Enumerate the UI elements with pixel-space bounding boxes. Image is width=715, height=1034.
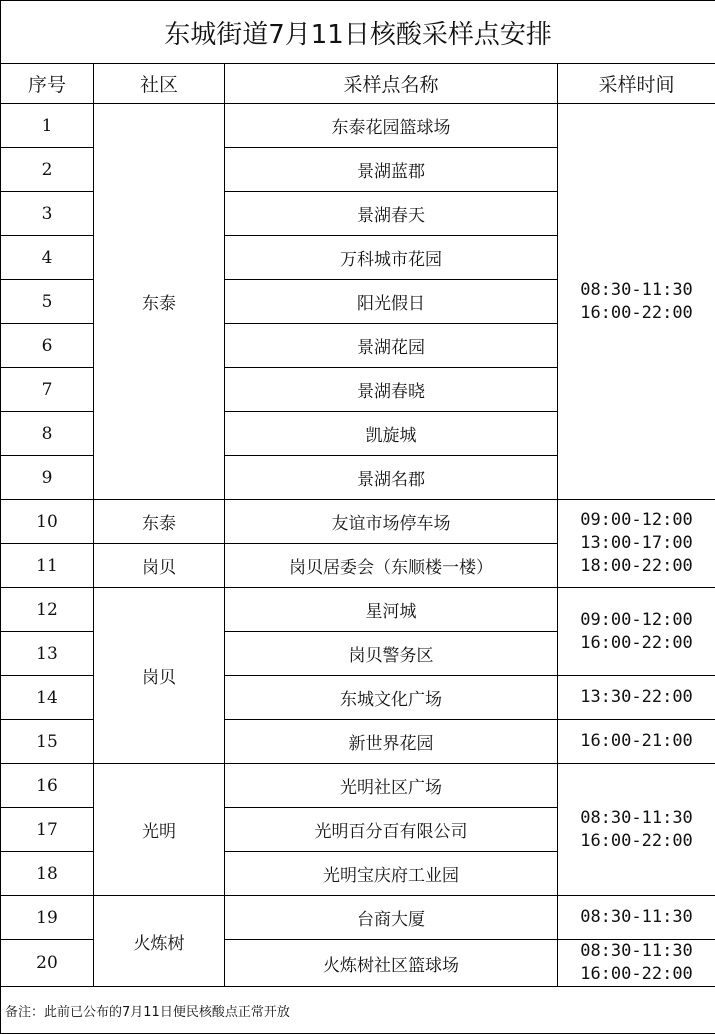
table-row <box>1 104 715 148</box>
table-row <box>1 896 715 940</box>
page-title: 东城街道7月11日核酸采样点安排 <box>1 1 715 64</box>
row-index: 4 <box>1 236 94 280</box>
row-index: 17 <box>1 808 94 852</box>
time-cell: 09:00-12:00 16:00-22:00 <box>558 588 715 676</box>
row-index: 18 <box>1 852 94 896</box>
site-name-cell: 岗贝警务区 <box>225 632 558 676</box>
time-cell: 08:30-11:30 16:00-22:00 <box>558 104 715 500</box>
header-index: 序号 <box>1 64 94 104</box>
site-name-cell: 台商大厦 <box>225 896 558 940</box>
site-name-cell: 东城文化广场 <box>225 676 558 720</box>
table-row <box>1 500 715 544</box>
footnote: 备注：此前已公布的7月11日便民核酸点正常开放 <box>1 987 715 1034</box>
site-name-cell: 阳光假日 <box>225 280 558 324</box>
row-index: 3 <box>1 192 94 236</box>
header-site-name: 采样点名称 <box>225 64 558 104</box>
site-name-cell: 万科城市花园 <box>225 236 558 280</box>
row-index: 14 <box>1 676 94 720</box>
row-index: 10 <box>1 500 94 544</box>
row-index: 9 <box>1 456 94 500</box>
site-name-cell: 景湖春晓 <box>225 368 558 412</box>
row-index: 20 <box>1 940 94 987</box>
time-cell: 08:30-11:30 16:00-22:00 <box>558 940 715 987</box>
row-index: 6 <box>1 324 94 368</box>
site-name-cell: 光明宝庆府工业园 <box>225 852 558 896</box>
site-name-cell: 火炼树社区篮球场 <box>225 940 558 987</box>
row-index: 11 <box>1 544 94 588</box>
site-name-cell: 景湖花园 <box>225 324 558 368</box>
time-cell: 09:00-12:00 13:00-17:00 18:00-22:00 <box>558 500 715 588</box>
site-name-cell: 凯旋城 <box>225 412 558 456</box>
time-cell: 13:30-22:00 <box>558 676 715 720</box>
community-cell: 岗贝 <box>94 588 225 764</box>
site-name-cell: 星河城 <box>225 588 558 632</box>
community-cell: 岗贝 <box>94 544 225 588</box>
row-index: 7 <box>1 368 94 412</box>
row-index: 12 <box>1 588 94 632</box>
row-index: 16 <box>1 764 94 808</box>
row-index: 13 <box>1 632 94 676</box>
header-row <box>1 64 715 104</box>
site-name-cell: 岗贝居委会（东顺楼一楼） <box>225 544 558 588</box>
row-index: 19 <box>1 896 94 940</box>
site-name-cell: 景湖蓝郡 <box>225 148 558 192</box>
row-index: 2 <box>1 148 94 192</box>
row-index: 8 <box>1 412 94 456</box>
community-cell: 光明 <box>94 764 225 896</box>
header-community: 社区 <box>94 64 225 104</box>
row-index: 15 <box>1 720 94 764</box>
community-cell: 东泰 <box>94 500 225 544</box>
site-name-cell: 光明社区广场 <box>225 764 558 808</box>
community-cell: 火炼树 <box>94 896 225 987</box>
site-name-cell: 景湖名郡 <box>225 456 558 500</box>
row-index: 5 <box>1 280 94 324</box>
table-row <box>1 764 715 808</box>
table-row <box>1 588 715 632</box>
row-index: 1 <box>1 104 94 148</box>
site-name-cell: 景湖春天 <box>225 192 558 236</box>
header-time: 采样时间 <box>558 64 715 104</box>
site-name-cell: 光明百分百有限公司 <box>225 808 558 852</box>
time-cell: 16:00-21:00 <box>558 720 715 764</box>
site-name-cell: 友谊市场停车场 <box>225 500 558 544</box>
time-cell: 08:30-11:30 <box>558 896 715 940</box>
community-cell: 东泰 <box>94 104 225 500</box>
time-cell: 08:30-11:30 16:00-22:00 <box>558 764 715 896</box>
site-name-cell: 东泰花园篮球场 <box>225 104 558 148</box>
site-name-cell: 新世界花园 <box>225 720 558 764</box>
